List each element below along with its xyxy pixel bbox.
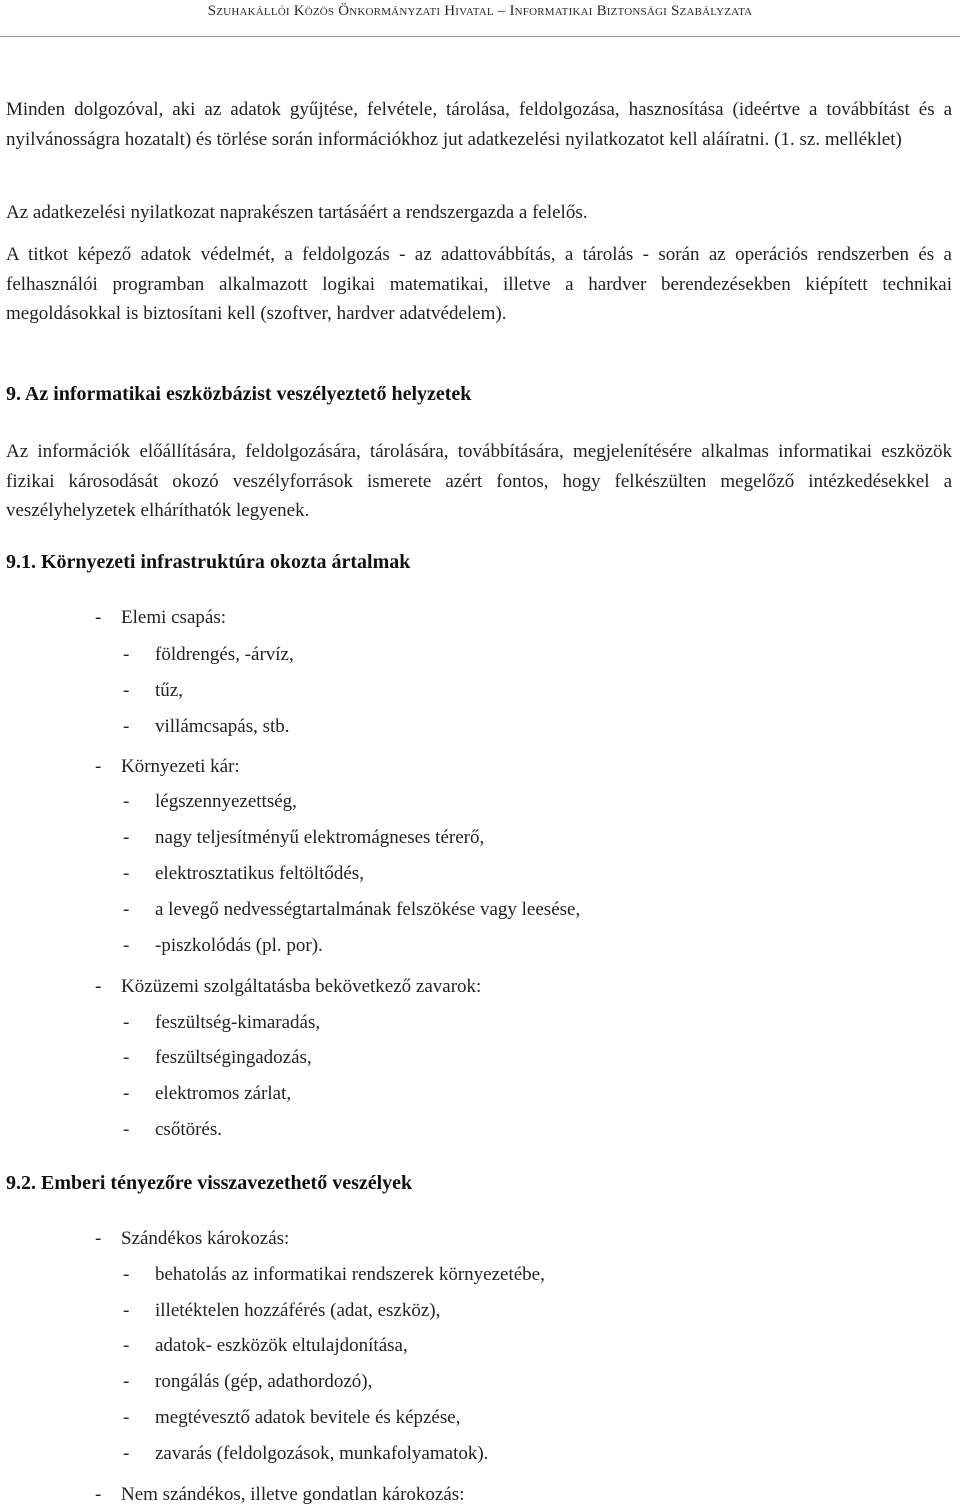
list-dash: -: [123, 1443, 130, 1464]
list-item: [123, 1443, 488, 1465]
list-item-label: megtévesztő adatok bevitele és képzése,: [155, 1407, 461, 1428]
list-dash: -: [123, 680, 130, 701]
list-dash: -: [123, 1083, 130, 1104]
list-item: [123, 1371, 372, 1393]
list-item: [123, 716, 290, 738]
list-item-label: légszennyezettség,: [155, 791, 297, 812]
list-item: [123, 1264, 545, 1286]
heading-section-9: 9. Az informatikai eszközbázist veszélyeztető helyzetek: [6, 383, 472, 405]
list-item: [123, 1083, 291, 1105]
paragraph-threat-intro: Az információk előállítására, feldolgozására, tárolására, továbbítására, megjelenítésére alkalmas informatikai eszközök fizikai károsodását okozó veszélyforrások ismerete azért fontos, hogy felkészülten megelőző intézkedésekkel a veszélyhelyzetek elháríthatók legyenek.: [6, 441, 952, 521]
list-item-label: Közüzemi szolgáltatásba bekövetkező zavarok:: [121, 976, 482, 997]
list-item: [123, 1012, 320, 1034]
list-item: [123, 1119, 222, 1141]
list-dash: -: [95, 976, 102, 997]
list-item-label: elektrosztatikus feltöltődés,: [155, 863, 364, 884]
list-item-label: Szándékos károkozás:: [121, 1228, 290, 1249]
list-item: [123, 1047, 312, 1069]
list-item: [95, 1228, 289, 1250]
list-item-label: -piszkolódás (pl. por).: [155, 935, 323, 956]
list-item: [123, 644, 294, 666]
list-dash: -: [95, 607, 102, 628]
paragraph-declaration: Minden dolgozóval, aki az adatok gyűjtése, felvétele, tárolása, feldolgozása, hasznosítása (ideértve a továbbítást és a nyilvánosságra hozatalt) és törlése során információkhoz jut adatkezelési nyilatkozatot kell aláíratni. (1. sz. melléklet): [6, 99, 952, 150]
heading-section-9-2: 9.2. Emberi tényezőre visszavezethető veszélyek: [6, 1172, 413, 1194]
list-dash: -: [95, 1484, 102, 1505]
page-header: Szuhakállói Közös Önkormányzati Hivatal – Informatikai Biztonsági Szabályzata: [207, 3, 753, 19]
list-dash: -: [123, 1012, 130, 1033]
list-item-label: rongálás (gép, adathordozó),: [155, 1371, 373, 1392]
list-item-label: illetéktelen hozzáférés (adat, eszköz),: [155, 1300, 441, 1321]
list-item: [95, 756, 240, 778]
list-dash: -: [123, 1119, 130, 1140]
list-dash: -: [123, 827, 130, 848]
list-dash: -: [95, 1228, 102, 1249]
list-item-label: csőtörés.: [155, 1119, 223, 1140]
list-dash: -: [123, 935, 130, 956]
list-item-label: Környezeti kár:: [121, 756, 240, 777]
list-item-label: zavarás (feldolgozások, munkafolyamatok).: [155, 1443, 489, 1464]
list-dash: -: [123, 791, 130, 812]
list-dash: -: [123, 716, 130, 737]
list-dash: -: [95, 756, 102, 777]
list-item-label: tűz,: [155, 680, 183, 701]
list-dash: -: [123, 1335, 130, 1356]
list-item: [123, 1300, 440, 1322]
list-item: [95, 607, 226, 629]
list-dash: -: [123, 863, 130, 884]
list-item-label: feszültség-kimaradás,: [155, 1012, 321, 1033]
list-dash: -: [123, 1371, 130, 1392]
list-item-label: behatolás az informatikai rendszerek környezetébe,: [155, 1264, 545, 1285]
list-item-label: Nem szándékos, illetve gondatlan károkozás:: [121, 1484, 465, 1505]
header-divider: [0, 36, 960, 37]
list-dash: -: [123, 1300, 130, 1321]
list-item: [123, 1407, 460, 1429]
list-item: [123, 1335, 408, 1357]
list-item: [95, 1484, 464, 1506]
list-item-label: feszültségingadozás,: [155, 1047, 312, 1068]
list-dash: -: [123, 899, 130, 920]
list-item-label: a levegő nedvességtartalmának felszökése vagy leesése,: [155, 899, 581, 920]
list-item-label: villámcsapás, stb.: [155, 716, 290, 737]
list-item: [123, 827, 484, 849]
list-item-label: elektromos zárlat,: [155, 1083, 292, 1104]
paragraph-responsibility: Az adatkezelési nyilatkozat naprakészen tartásáért a rendszergazda a felelős.: [6, 202, 588, 223]
list-item: [95, 976, 481, 998]
list-item: [123, 791, 297, 813]
list-dash: -: [123, 1047, 130, 1068]
list-dash: -: [123, 644, 130, 665]
list-item-label: földrengés, -árvíz,: [155, 644, 294, 665]
list-item: [123, 935, 323, 957]
list-item: [123, 899, 580, 921]
list-item: [123, 863, 364, 885]
list-item-label: adatok- eszközök eltulajdonítása,: [155, 1335, 408, 1356]
list-item-label: nagy teljesítményű elektromágneses térerő,: [155, 827, 485, 848]
list-item: [123, 680, 183, 702]
list-dash: -: [123, 1264, 130, 1285]
list-dash: -: [123, 1407, 130, 1428]
paragraph-data-protection: A titkot képező adatok védelmét, a feldolgozás - az adattovábbítás, a tárolás - során az operációs rendszerben és a felhasználói programban alkalmazott logikai matematikai, illetve a hardver berendezésekben kiépített technikai megoldásokkal is biztosítani kell (szoftver, hardver adatvédelem).: [6, 244, 952, 324]
list-item-label: Elemi csapás:: [121, 607, 226, 628]
heading-section-9-1: 9.1. Környezeti infrastruktúra okozta ártalmak: [6, 551, 411, 573]
